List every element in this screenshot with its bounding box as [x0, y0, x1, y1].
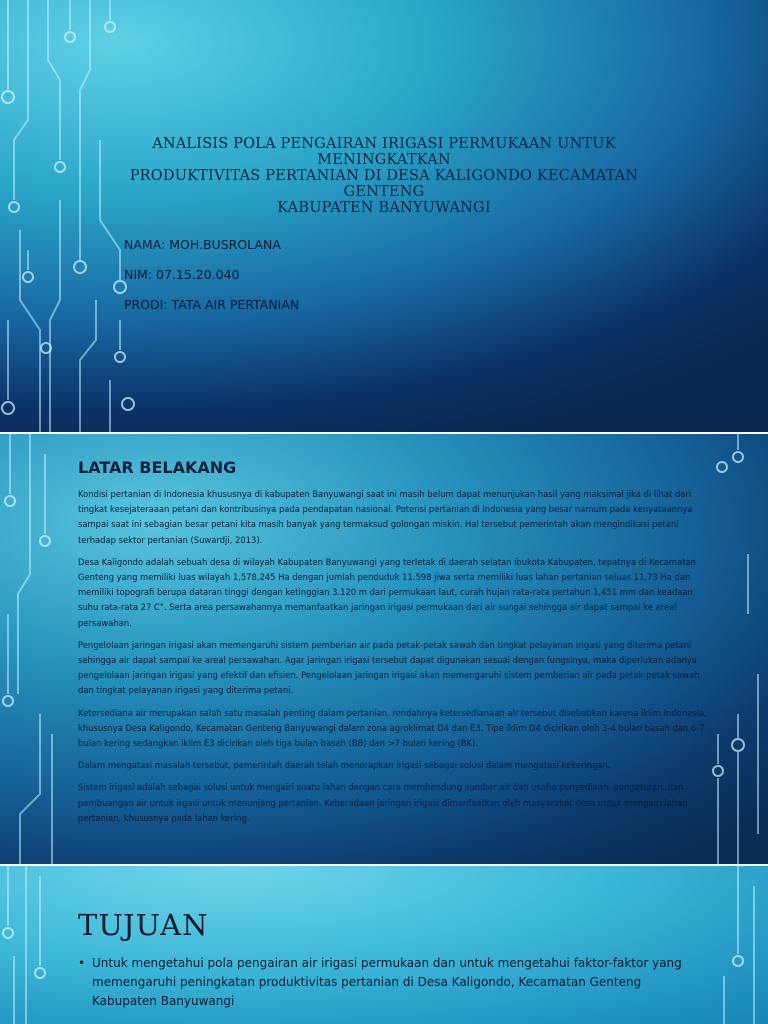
- paragraph: Kondisi pertanian di Indonesia khususnya di kabupaten Banyuwangi saat ini masih belum dapat menunjukan hasil yang maksimal jika di lihat dari tingkat kesejateraaan petani dan kontribusinya pada pendapatan nasional. Potensi pertanian di Indonesia yang besar namum pada kenyataannya sampai saat ini sebagian besar petani kita masih banyak yang termaksud golongan miskin. Hal tersebut pemerintah akan mengindikasi petani terhadap sektor pertanian (Suwardji, 2013).: [78, 489, 693, 545]
- title-slide: [0, 0, 768, 432]
- objective-slide: [0, 866, 768, 1024]
- paragraph: Sistem irigasi adalah sebagai solusi untuk mengairi suatu lahan dengan cara membendung sumber air dan usaha penyediaan, pengaturan, dan pembuangan air untuk irgasi untuk menunjang pertanian. Keberadaan jaringan irigasi dimanfaatkan oleh masyarakat desa untuk mengairi lahan pertanian, khususnya pada lahan kering.: [78, 782, 688, 823]
- section-heading: TUJUAN: [78, 908, 209, 942]
- circuit-decoration-right: [698, 434, 768, 864]
- background-slide: [0, 434, 768, 864]
- study-program: PRODI: TATA AIR PERTANIAN: [124, 297, 300, 312]
- circuit-decoration-left: [0, 0, 140, 432]
- paragraph: Pengelolaan jaringan irigasi akan memengaruhi sistem pemberian air pada petak-petak sawah dan tingkat pelayanan irigasi yang diterima petani sehingga air dapat sampai ke areal persawahan. Agar jaringan irigasi tersebut dapat digunakan sesuai dengan fungsinya, maka diperlukan adanya pengelolaan jaringan irigasi yang efektif dan efisien. Pengelolaan jaringan irigasi akan memengaruhi sistem pemberian air pada petak-petak sawah dan tingkat pelayanan irigasi yang diterima petani.: [78, 639, 700, 696]
- objective-bullet: [78, 954, 698, 1011]
- paragraph: Dalam mengatasi masalah tersebut, pemerintah daerah telah menerapkan irigasi sebagai solusi dalam mengatasi kekeringan.: [78, 760, 611, 771]
- title-line: ANALISIS POLA PENGAIRAN IRIGASI PERMUKAAN UNTUK MENINGKATKAN: [152, 136, 616, 168]
- section-heading: LATAR BELAKANG: [78, 458, 237, 477]
- bullet-text: Untuk mengetahui pola pengairan air irigasi permukaan dan untuk mengetahui faktor-faktor yang memengaruhi peningkatan produktivitas pertanian di Desa Kaligondo, Kecamatan Genteng Kabupaten Banyuwangi: [92, 956, 682, 1008]
- title-line: KABUPATEN BANYUWANGI: [277, 200, 491, 216]
- paragraph: Desa Kaligondo adalah sebuah desa di wilayah Kabupaten Banyuwangi yang terletak di daerah selatan ibukota Kabupaten, tepatnya di Kecamatan Genteng yang memiliki luas wilayah 1,578,245 Ha dengan jumlah penduduk 11.598 jiwa serta memiliki luas lahan pertanian seluas 11,73 Ha dan memiliki topografi berupa dataran tinggi dengan ketinggian 3.120 m dari permukaan laut, curah hujan rata-rata pertahun 1,451 mm dan keadaan suhu rata-rata 27 C°. Serta area persawahannya memanfaatkan jaringan irigasi permukaan dari air sungai sehingga air dapat sampai ke areal persawahan.: [78, 556, 696, 628]
- presentation-title: [110, 136, 658, 216]
- circuit-decoration-left: [0, 434, 70, 864]
- bullet-icon: •: [78, 956, 86, 970]
- student-name: NAMA: MOH.BUSROLANA: [124, 237, 281, 252]
- title-line: PRODUKTIVITAS PERTANIAN DI DESA KALIGONDO KECAMATAN GENTENG: [129, 168, 639, 200]
- circuit-decoration-left: [0, 866, 60, 1024]
- paragraph: Ketersediana air merupakan salah satu masalah penting dalam pertanian, rendahnya ketersedianaan air tersebut disebabkan karena iklim Indonesia, khususnya Desa Kaligondo, Kecamatan Genteng Banyuwangi dalam zona agroklimat D4 dan E3. Tipe iklim D4 dicirikan oleh 3-4 bulan basah dan 6-7 bulan kering sedangkan iklim E3 dicirikan oleh tiga bulan basah (BB) dan >7 bulan kering (BK).: [78, 707, 707, 749]
- body-text: [78, 487, 708, 833]
- circuit-decoration-right: [708, 866, 768, 1024]
- student-nim: NIM: 07.15.20.040: [124, 267, 240, 282]
